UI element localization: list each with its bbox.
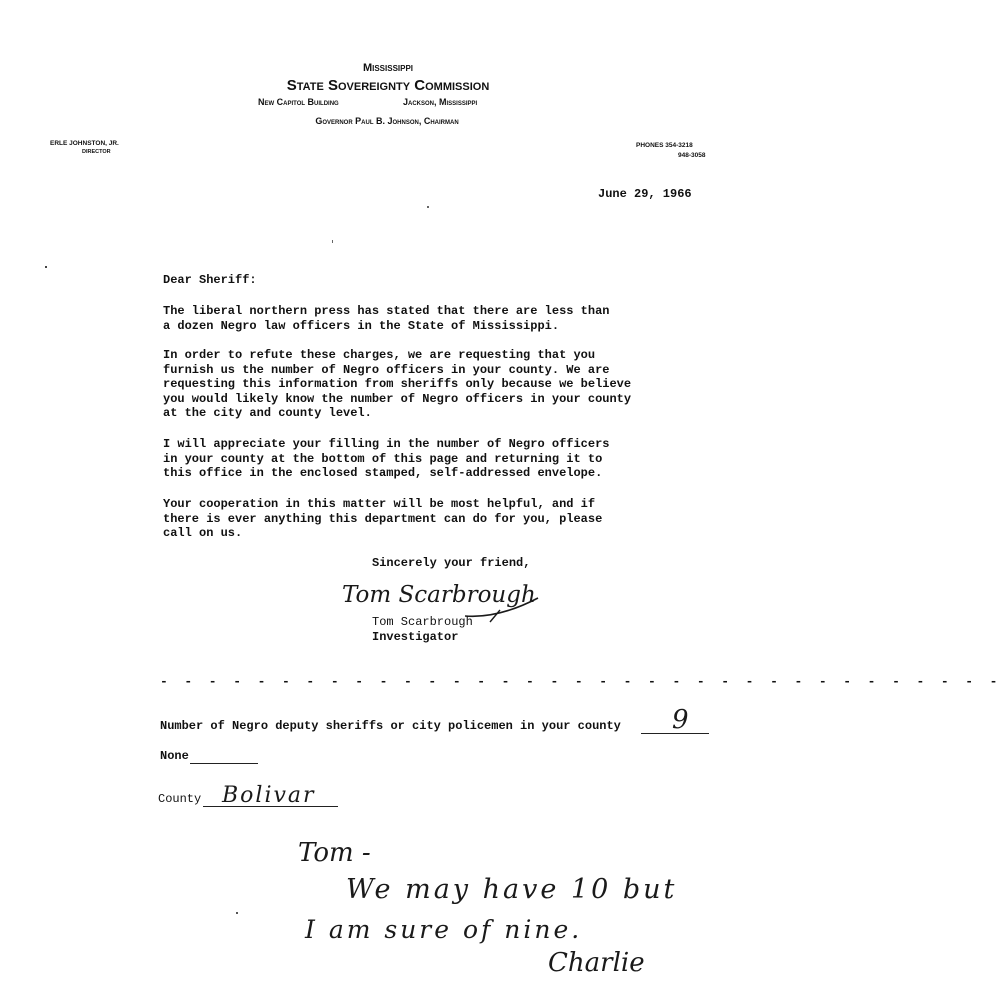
paragraph-line: a dozen Negro law officers in the State of Mississippi. [163, 318, 560, 333]
note-signature: Charlie [548, 948, 645, 978]
letterhead-governor: Governor Paul B. Johnson, Chairman [315, 116, 459, 126]
paragraph-line: this office in the enclosed stamped, self-addressed envelope. [163, 466, 603, 480]
phones-line2: 948-3058 [678, 152, 706, 159]
note-line-1: Tom - [298, 838, 371, 868]
none-blank[interactable] [190, 763, 258, 764]
letter-date: June 29, 1966 [598, 187, 692, 201]
salutation: Dear Sheriff: [163, 273, 257, 287]
answer-value: 9 [672, 705, 689, 735]
form-question: Number of Negro deputy sheriffs or city policemen in your county [160, 719, 621, 733]
signer-name: Tom Scarbrough [372, 615, 473, 629]
scan-speck [236, 912, 238, 914]
paragraph-line: there is ever anything this department can do for you, please [163, 511, 603, 526]
director-title: DIRECTOR [82, 149, 111, 155]
closing: Sincerely your friend, [372, 556, 531, 570]
paragraph-line: call on us. [163, 526, 243, 540]
note-line-2: We may have 10 but [346, 874, 678, 905]
letterhead-building: New Capitol Building [258, 97, 339, 107]
county-label: County [158, 792, 202, 806]
paragraph-line: requesting this information from sheriffs only because we believe [163, 377, 632, 391]
paragraph-1 [163, 304, 609, 333]
paragraph-2 [163, 348, 631, 421]
signer-title: Investigator [372, 630, 459, 644]
none-label: None [160, 749, 189, 763]
paragraph-line: In order to refute these charges, we are requesting that you [163, 348, 596, 362]
phones-line1: PHONES 354-3218 [636, 142, 693, 149]
scan-speck [332, 240, 333, 243]
letterhead-state: Mississippi [362, 62, 414, 74]
note-line-3: I am sure of nine. [305, 915, 583, 944]
director-name: ERLE JOHNSTON, JR. [50, 140, 119, 147]
letterhead-address [258, 97, 528, 111]
signature-flourish [460, 588, 550, 628]
paragraph-line: you would likely know the number of Negro officers in your county [163, 391, 632, 406]
letterhead-city: Jackson, Mississippi [403, 97, 478, 107]
paragraph-line: in your county at the bottom of this page and returning it to [163, 451, 603, 466]
cut-line: - - - - - - - - - - - - - - - - - - - - - - - - - - - - - - - - - - - [160, 674, 1002, 689]
paragraph-line: at the city and county level. [163, 406, 372, 420]
paragraph-4 [163, 497, 602, 541]
signature: Tom Scarbrough [342, 582, 536, 608]
scan-speck [45, 266, 47, 268]
paragraph-line: The liberal northern press has stated that there are less than [163, 304, 610, 318]
letterhead-agency: State Sovereignty Commission [286, 77, 490, 94]
paragraph-line: furnish us the number of Negro officers in your county. We are [163, 362, 610, 377]
paragraph-line: I will appreciate your filling in the number of Negro officers [163, 437, 610, 451]
scan-speck [427, 206, 429, 208]
paragraph-3 [163, 437, 609, 481]
paragraph-line: Your cooperation in this matter will be most helpful, and if [163, 497, 596, 511]
county-value: Bolivar [222, 783, 316, 808]
